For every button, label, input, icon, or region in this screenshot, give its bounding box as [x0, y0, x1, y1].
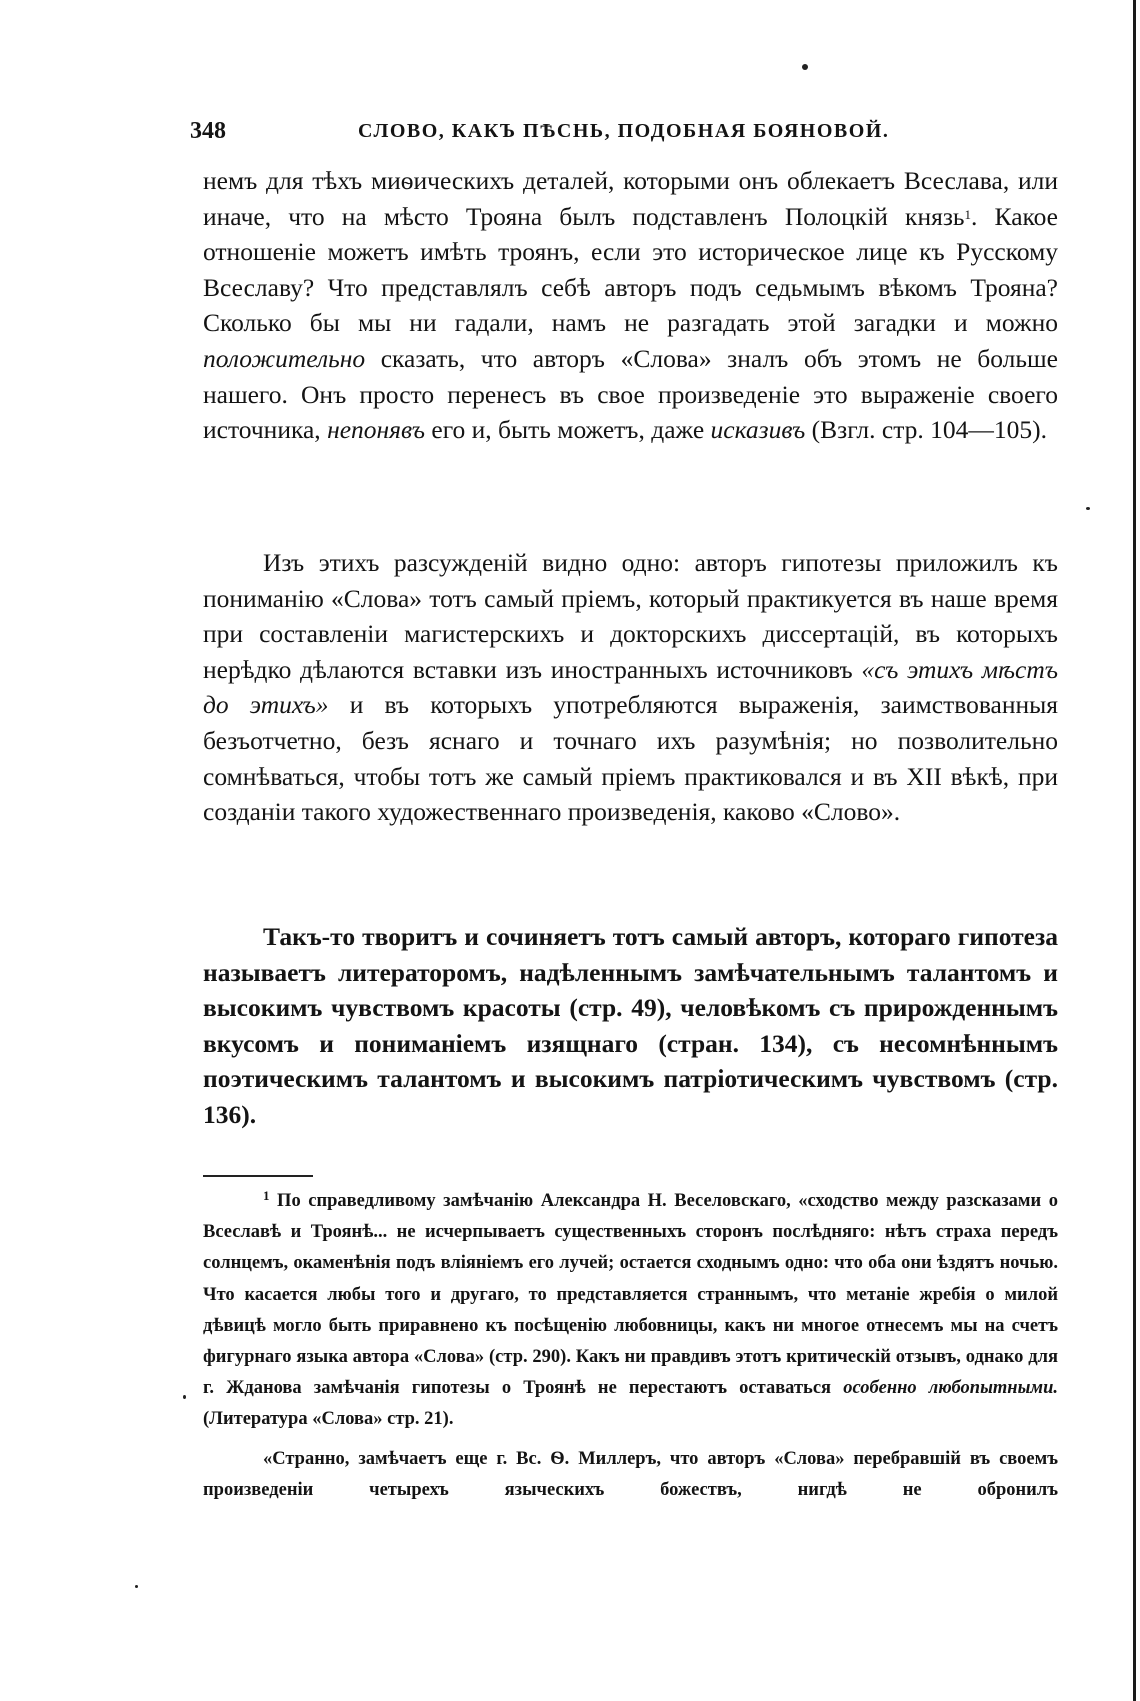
footnote-divider [203, 1175, 313, 1177]
emphasis-text: положительно [203, 343, 366, 373]
text-run: По справедливому замѣчанію Александра Н. Веселовскаго, «сходство между разсказами о Всеславѣ и Троянѣ... не исчерпываетъ существенныхъ сторонъ послѣдняго: нѣтъ страха передъ солнцемъ, окаменѣнія подъ вліяніемъ его лучей; остается сходнымъ одно: что оба они ѣздятъ ночью. Что касается любы того и другаго, то представляется страннымъ, что метаніе жребія о милой дѣвицѣ могло быть приравнено къ посѣщенію любовницы, какъ ни многое отнесемъ мы на счетъ фигурнаго языка автора «Слова» (стр. 290). Какъ ни правдивъ этотъ критическій отзывъ, однако для г. Жданова замѣчанія гипотезы о Троянѣ не перестаютъ оставаться [203, 1191, 1058, 1399]
page-number: 348 [190, 118, 226, 144]
scan-speck [1086, 507, 1090, 510]
footnote-1 [203, 1186, 1058, 1436]
text-run: (Литература «Слова» стр. 21). [203, 1409, 454, 1430]
paragraph-2 [203, 545, 1058, 830]
text-run: сказать, что авторъ «Слова» зналъ объ этомъ не больше нашего. Онъ просто перенесъ въ свое произведеніе это выраженіе своего источника, [203, 343, 1058, 445]
main-text-2 [203, 545, 1058, 830]
scan-speck [183, 1395, 186, 1399]
footnote-2 [203, 1444, 1058, 1506]
text-run: . Какое отношеніе можетъ имѣть троянъ, если это историческое лице къ Русскому Всеславу? Что представлялъ себѣ авторъ подъ седьмымъ вѣкомъ Трояна? Сколько бы мы ни гадали, намъ не разгадать этой загадки и можно [203, 201, 1058, 338]
main-text-3 [203, 919, 1058, 1133]
running-title: СЛОВО, КАКЪ ПѢСНЬ, ПОДОБНАЯ БОЯНОВОЙ. [358, 120, 890, 142]
page-header [190, 118, 1060, 150]
paragraph-3 [203, 919, 1058, 1133]
scan-speck [802, 64, 808, 70]
emphasis-text: особенно любопытными. [843, 1378, 1059, 1399]
footnote-marker: 1 [263, 1188, 270, 1203]
emphasis-text: «съ этихъ мѣстъ до этихъ» [203, 654, 1058, 720]
text-run: и въ которыхъ употребляются выраженія, заимствованныя безъотчетно, безъ яснаго и точнаго ихъ разумѣнія; но позволительно сомнѣваться, чтобы тотъ же самый пріемъ практиковался и въ XII вѣкѣ, при созданіи такого художественнаго произведенія, каково «Слово». [203, 690, 1059, 827]
emphasis-text: непонявъ [327, 415, 426, 445]
paragraph-1 [203, 163, 1058, 448]
text-run: (Взгл. стр. 104—105). [805, 415, 1048, 445]
footnote-marker: 1 [964, 206, 972, 222]
footnotes [203, 1186, 1058, 1506]
scan-speck [135, 1585, 138, 1588]
emphasis-text: исказивъ [710, 415, 806, 445]
scan-edge-line [1133, 0, 1136, 1701]
text-run: «Странно, замѣчаетъ еще г. Вс. Ѳ. Миллеръ, что авторъ «Слова» перебравшій въ своемъ произведеніи четырехъ языческихъ божествъ, нигдѣ не обронилъ [203, 1448, 1058, 1500]
main-text [203, 163, 1058, 448]
text-run: Такъ-то творитъ и сочиняетъ тотъ самый авторъ, котораго гипотеза называетъ литераторомъ, надѣленнымъ замѣчательнымъ талантомъ и высокимъ чувствомъ красоты (стр. 49), человѣкомъ съ прирожденнымъ вкусомъ и пониманіемъ изящнаго (стран. 134), съ несомнѣннымъ поэтическимъ талантомъ и высокимъ патріотическимъ чувствомъ (стр. 136). [203, 922, 1058, 1129]
text-run: его и, быть можетъ, даже [425, 415, 711, 445]
text-run: немъ для тѣхъ миѳическихъ деталей, которыми онъ облекаетъ Всеслава, или иначе, что на мѣсто Трояна былъ подставленъ Полоцкій князь [203, 166, 1058, 231]
text-run: Изъ этихъ разсужденій видно одно: авторъ гипотезы приложилъ къ пониманію «Слова» тотъ самый пріемъ, который практикуется въ наше время при составленіи магистерскихъ и докторскихъ диссертацій, въ которыхъ нерѣдко дѣлаются вставки изъ иностранныхъ источниковъ [203, 548, 1058, 684]
